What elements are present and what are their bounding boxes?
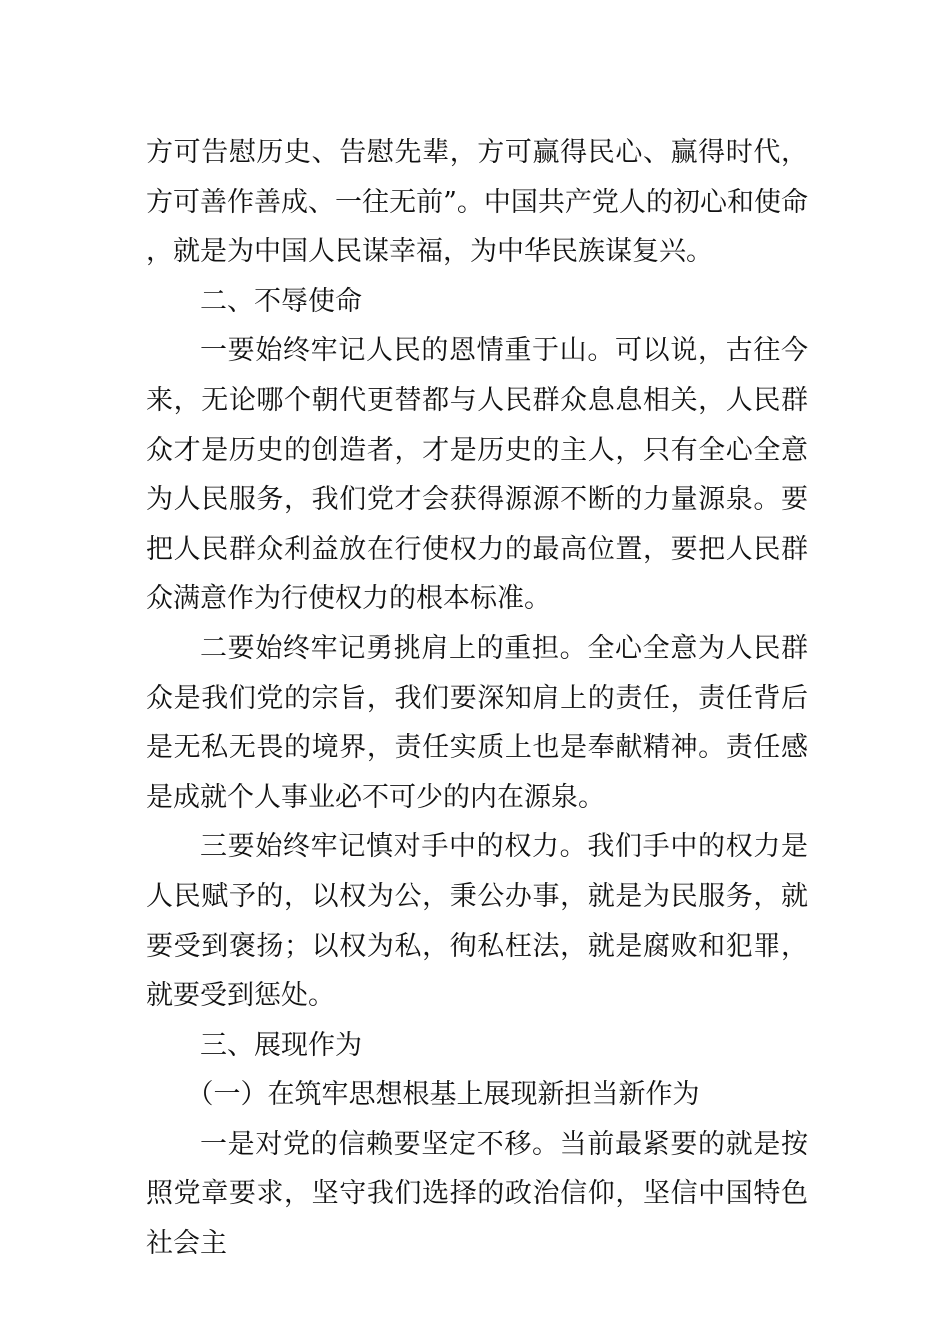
paragraph-shoulder-responsibility: 二要始终牢记勇挑肩上的重担。全心全意为人民群众是我们党的宗旨，我们要深知肩上的责任，责任背后是无私无畏的境界，责任实质上也是奉献精神。责任感是成就个人事业必不可少的内在源泉。	[146, 632, 808, 813]
paragraph-trust-in-party: 一是对党的信赖要坚定不移。当前最紧要的就是按照党章要求，坚守我们选择的政治信仰，坚信中国特色社会主	[146, 1128, 808, 1260]
document-body	[146, 128, 808, 1269]
section-heading-three: 三、展现作为	[200, 1029, 362, 1061]
subsection-heading-one: （一）在筑牢思想根基上展现新担当新作为	[186, 1079, 700, 1111]
paragraph-remember-people: 一要始终牢记人民的恩情重于山。可以说，古往今来，无论哪个朝代更替都与人民群众息息相关，人民群众才是历史的创造者，才是历史的主人，只有全心全意为人民服务，我们党才会获得源源不断的力量源泉。要把人民群众利益放在行使权力的最高位置，要把人民群众满意作为行使权力的根本标准。	[146, 335, 808, 615]
paragraph-use-of-power: 三要始终牢记慎对手中的权力。我们手中的权力是人民赋予的，以权为公，秉公办事，就是为民服务，就要受到褒扬；以权为私，徇私枉法，就是腐败和犯罪，就要受到惩处。	[146, 831, 808, 1012]
section-heading-two: 二、不辱使命	[200, 285, 362, 317]
paragraph-continuation: 方可告慰历史、告慰先辈，方可赢得民心、赢得时代，方可善作善成、一往无前”。中国共产党人的初心和使命，就是为中国人民谋幸福，为中华民族谋复兴。	[146, 137, 808, 268]
